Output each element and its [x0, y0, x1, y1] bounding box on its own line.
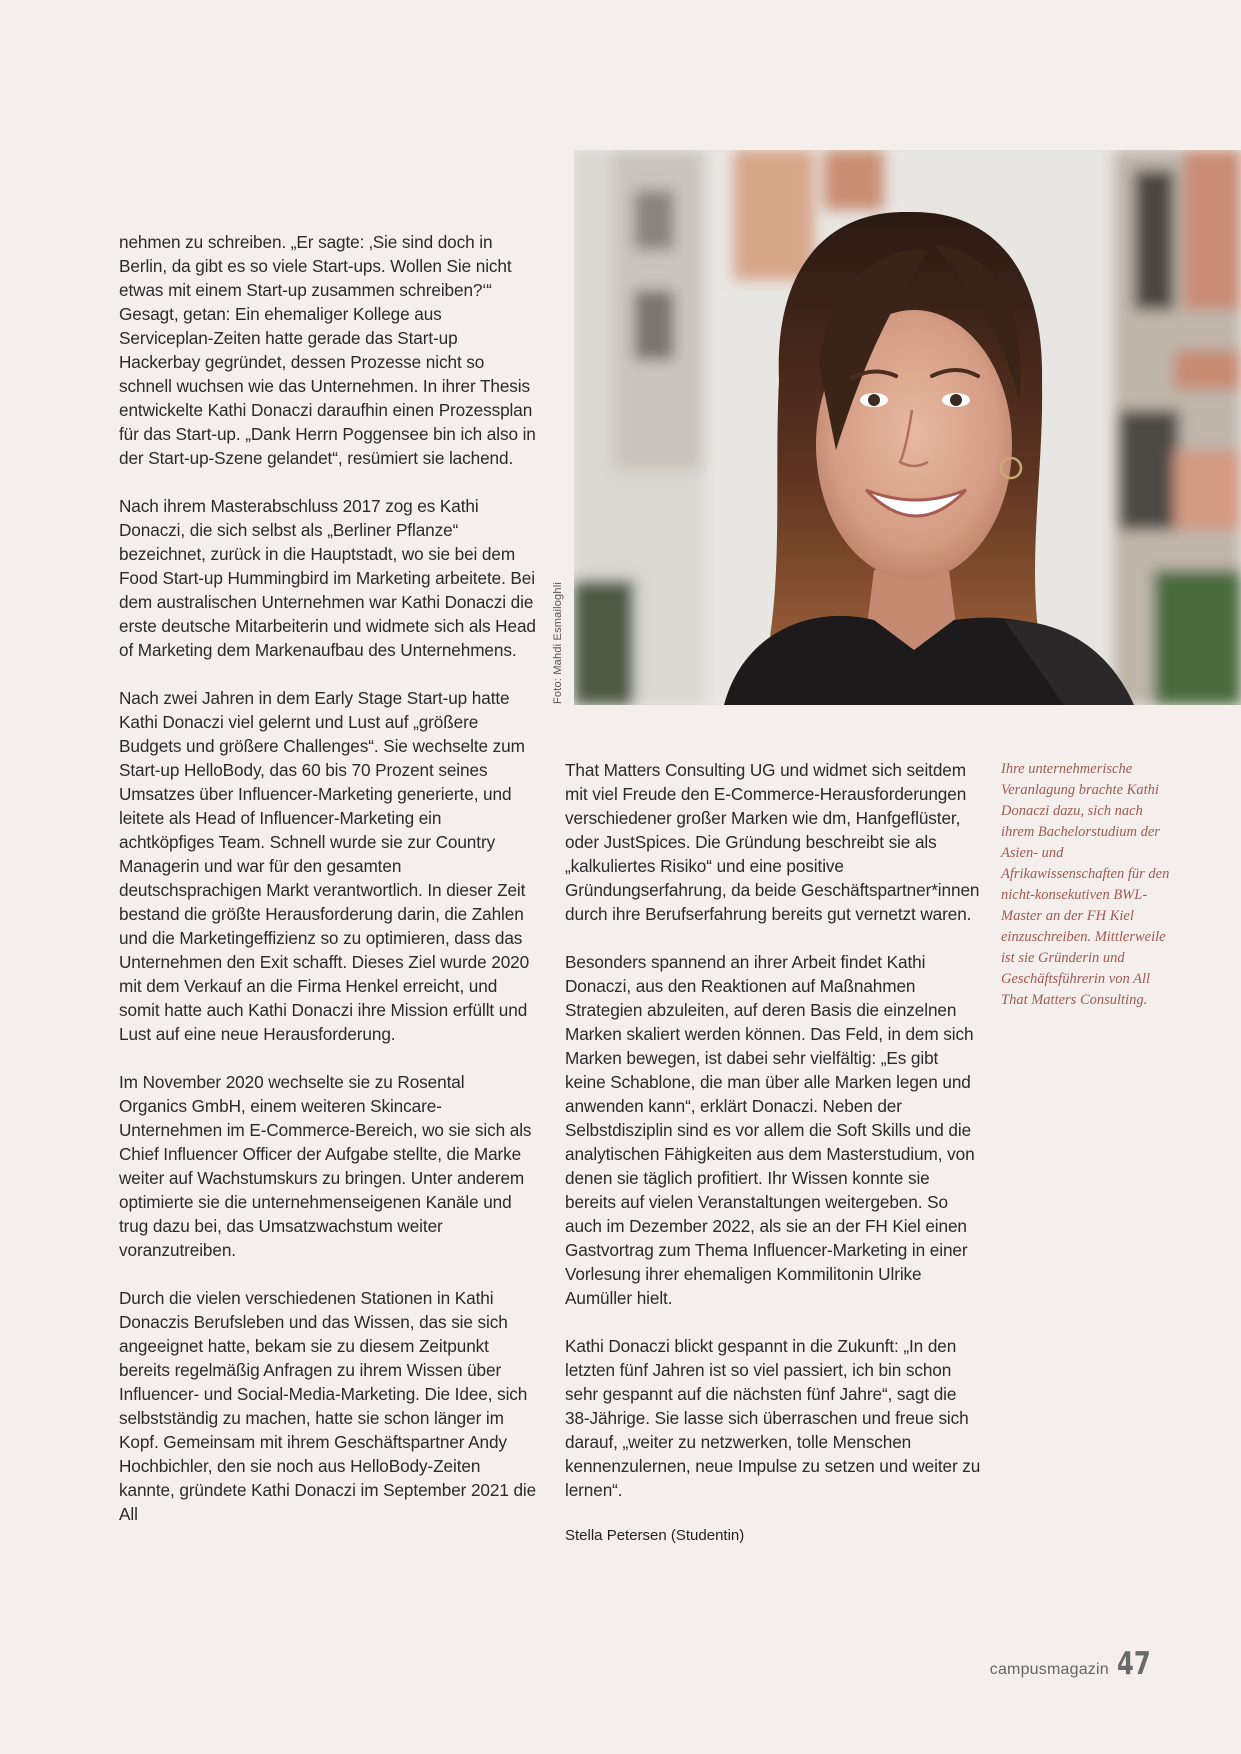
paragraph: Kathi Donaczi blickt gespannt in die Zukunft: „In den letzten fünf Jahren ist so viel passiert, ich bin schon sehr gespannt auf die nächsten fünf Jahre“, sagt die 38-Jährige. Sie lasse sich überraschen und freue sich darauf, „weiter zu netzwerken, tolle Menschen kennenzulernen, neue Impulse zu setzen und weiter zu lernen“. [565, 1336, 981, 1500]
paragraph: Besonders spannend an ihrer Arbeit findet Kathi Donaczi, aus den Reaktionen auf Maßnahmen Strategien abzuleiten, auf deren Basis die einzelnen Marken skaliert werden können. Das Feld, in dem sich Marken bewegen, ist dabei sehr vielfältig: „Es gibt keine Schablone, die man über alle Marken legen und anwenden kann“, erklärt Donaczi. Neben der Selbstdisziplin sind es vor allem die Soft Skills und die analytischen Fähigkeiten aus dem Masterstudium, von denen sie täglich profitiert. Ihr Wissen konnte sie bereits auf vielen Veranstaltungen weitergeben. So auch im Dezember 2022, als sie an der FH Kiel einen Gastvortrag zum Thema Influencer-Marketing in einer Vorlesung ihrer ehemaligen Kommilitonin Ulrike Aumüller hielt. [565, 952, 975, 1308]
author-byline: Stella Petersen (Studentin) [565, 1527, 745, 1544]
paragraph: Nach ihrem Masterabschluss 2017 zog es Kathi Donaczi, die sich selbst als „Berliner Pflanze“ bezeichnet, zurück in die Hauptstadt, wo sie bei dem Food Start-up Hummingbird im Marketing arbeitete. Bei dem australischen Unternehmen war Kathi Donaczi die erste deutsche Mitarbeiterin und widmete sich als Head of Marketing dem Markenaufbau des Unternehmens. [119, 496, 536, 660]
paragraph: nehmen zu schreiben. „Er sagte: ‚Sie sind doch in Berlin, da gibt es so viele Start-ups. Wollen Sie nicht etwas mit einem Start-up zusammen schreiben?‘“ Gesagt, getan: Ein ehemaliger Kollege aus Serviceplan-Zeiten hatte gerade das Start-up Hackerbay gegründet, dessen Prozesse nicht so schnell wuchsen wie das Unternehmen. In ihrer Thesis entwickelte Kathi Donaczi daraufhin einen Prozessplan für das Start-up. „Dank Herrn Poggensee bin ich also in der Start-up-Szene gelandet“, resümiert sie lachend. [119, 232, 536, 468]
magazine-name: campusmagazin [989, 1661, 1109, 1678]
paragraph: Im November 2020 wechselte sie zu Rosental Organics GmbH, einem weiteren Skincare-Unternehmen im E-Commerce-Bereich, wo sie sich als Chief Influencer Officer der Aufgabe stellte, die Marke weiter auf Wachstumskurs zu bringen. Unter anderem optimierte sie die unternehmenseigenen Kanäle und trug dazu bei, das Umsatzwachstum weiter voranzutreiben. [119, 1072, 532, 1260]
paragraph: Nach zwei Jahren in dem Early Stage Start-up hatte Kathi Donaczi viel gelernt und Lust auf „größere Budgets und größere Challenges“. Sie wechselte zum Start-up HelloBody, das 60 bis 70 Prozent seines Umsatzes über Influencer-Marketing generierte, und leitete als Head of Influencer-Marketing ein achtköpfiges Team. Schnell wurde sie zur Country Managerin und war für den gesamten deutschsprachigen Markt verantwortlich. In dieser Zeit bestand die größte Herausforderung darin, die Zahlen und die Marketingeffizienz so zu optimieren, dass das Unternehmen den Exit schafft. Dieses Ziel wurde 2020 mit dem Verkauf an die Firma Henkel erreicht, und somit hatte auch Kathi Donaczi ihre Mission erfüllt und Lust auf eine neue Herausforderung. [119, 688, 530, 1044]
photo-credit: Foto: Mahdi Esmailoghli [552, 582, 564, 704]
article-column-right [565, 758, 983, 1546]
page-number: 47 [1116, 1646, 1151, 1682]
portrait-photo [574, 150, 1241, 705]
article-column-left [119, 230, 537, 1550]
sidenote-caption: Ihre unternehmerische Veranlagung brachte Kathi Donaczi dazu, sich nach ihrem Bachelorstudium der Asien- und Afrikawissenschaften für den nicht-konsekutiven BWL-Master an der FH Kiel einzuschreiben. Mittlerweile ist sie Gründerin und Geschäftsführerin von All That Matters Consulting. [1001, 761, 1170, 1008]
page-footer [990, 1646, 1152, 1682]
paragraph: Durch die vielen verschiedenen Stationen in Kathi Donaczis Berufsleben und das Wissen, das sie sich angeeignet hatte, bekam sie zu diesem Zeitpunkt bereits regelmäßig Anfragen zu ihrem Wissen über Influencer- und Social-Media-Marketing. Die Idee, sich selbstständig zu machen, hatte sie schon länger im Kopf. Gemeinsam mit ihrem Geschäftspartner Andy Hochbichler, den sie noch aus HelloBody-Zeiten kannte, gründete Kathi Donaczi im September 2021 die All [119, 1288, 537, 1524]
paragraph: That Matters Consulting UG und widmet sich seitdem mit viel Freude den E-Commerce-Herausforderungen verschiedener großer Marken wie dm, Hanfgeflüster, oder JustSpices. Die Gründung beschreibt sie als „kalkuliertes Risiko“ und eine positive Gründungserfahrung, da beide Geschäftspartner*innen durch ihre Berufserfahrung bereits gut vernetzt waren. [565, 760, 980, 924]
